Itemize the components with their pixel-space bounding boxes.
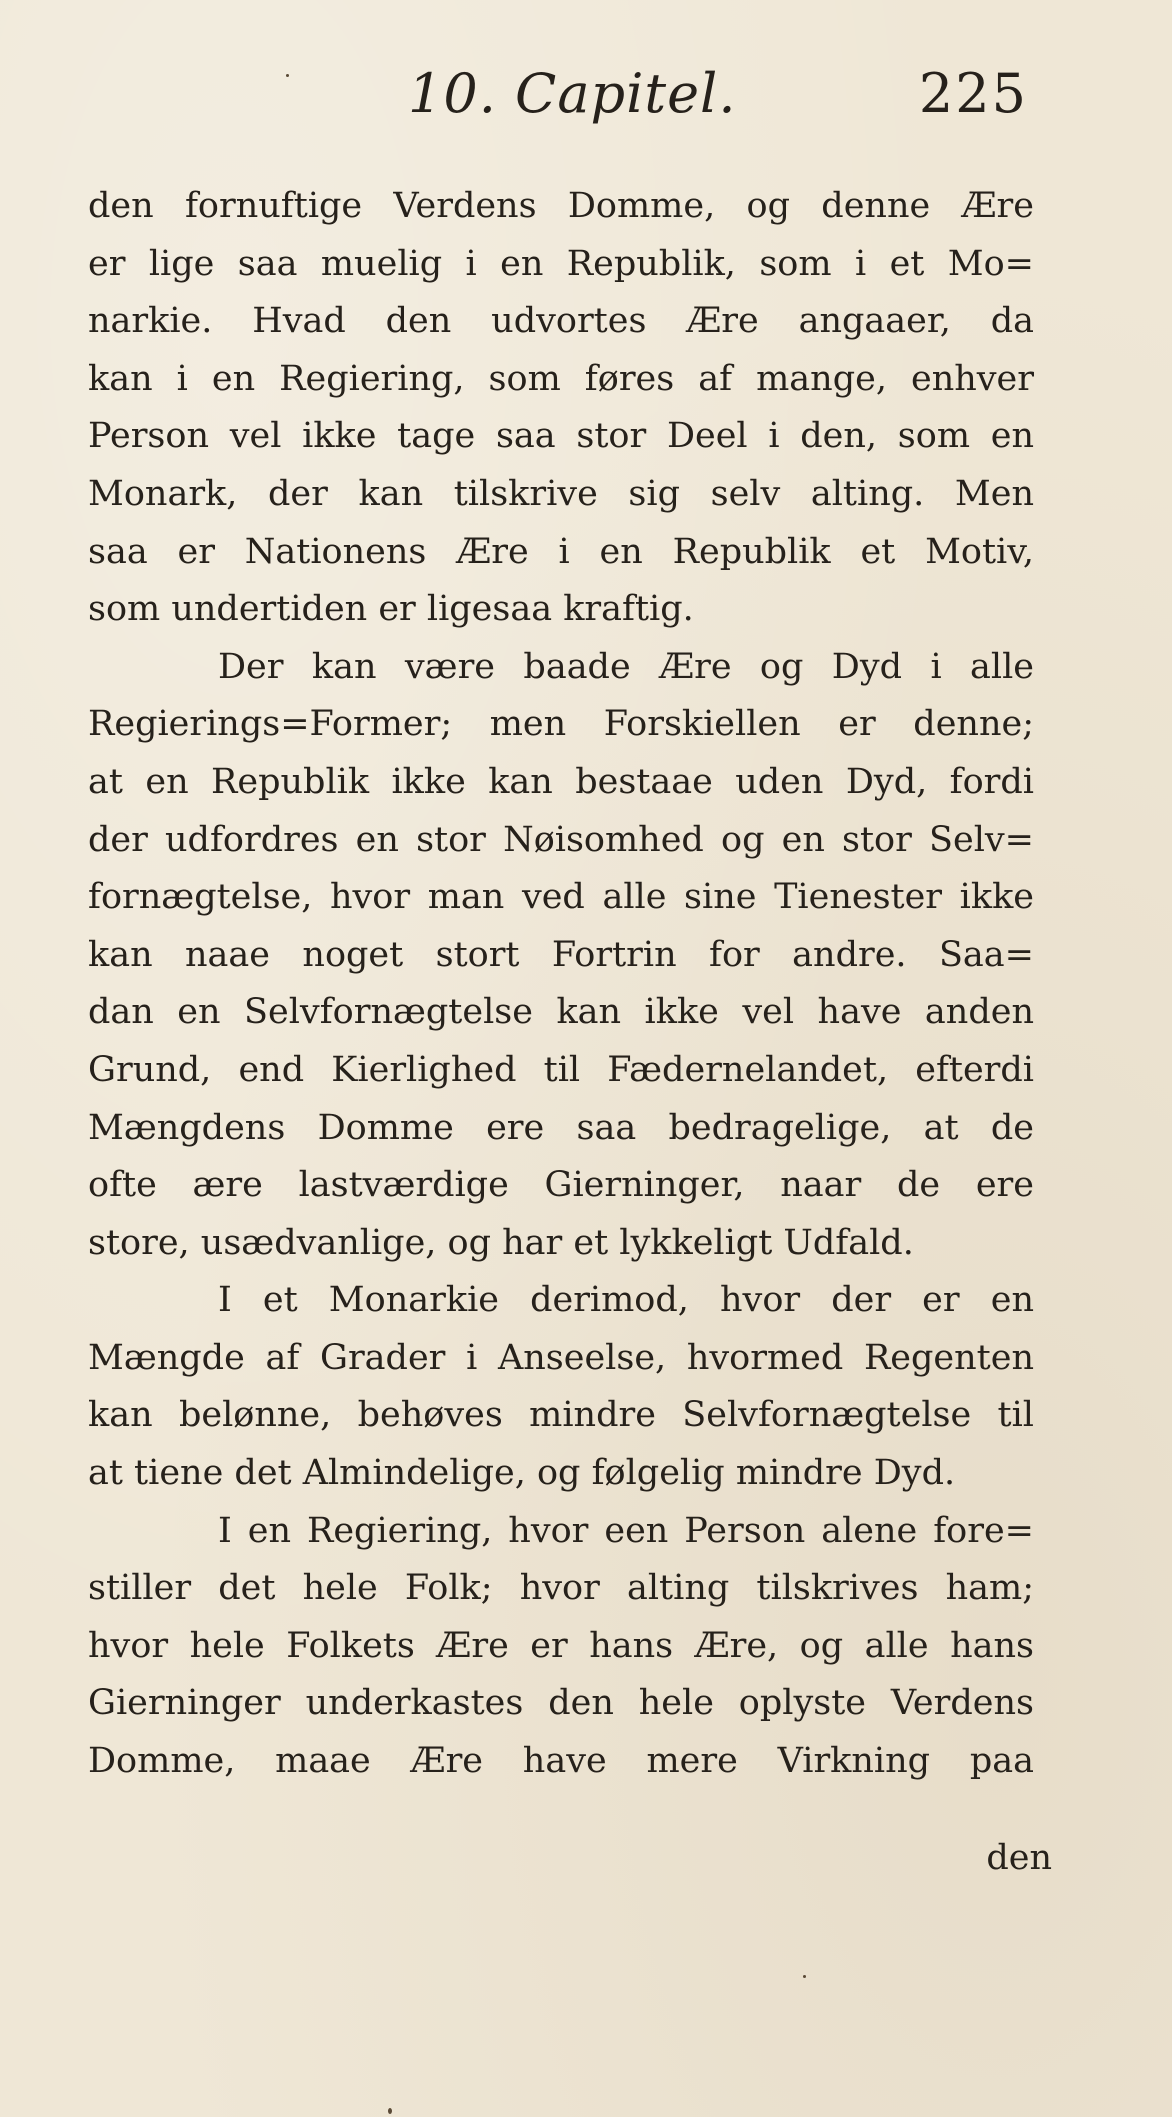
text-line: Person vel ikke tage saa stor Deel i den, som en	[88, 416, 1034, 457]
text-line: kan belønne, behøves mindre Selvfornægtelse til	[88, 1395, 1034, 1436]
text-line: at tiene det Almindelige, og følgelig mindre Dyd.	[88, 1453, 956, 1494]
text-line: Monark, der kan tilskrive sig selv alting. Men	[88, 473, 1034, 514]
ink-speck	[286, 74, 289, 77]
text-line: Regierings=Former; men Forskiellen er denne;	[88, 704, 1034, 745]
text-line: Mængde af Grader i Anseelse, hvormed Regenten	[88, 1337, 1034, 1378]
page-number: 225	[918, 62, 1028, 125]
text-line: der udfordres en stor Nøisomhed og en stor Selv=	[88, 819, 1034, 860]
text-line: er lige saa muelig i en Republik, som i et Mo=	[88, 243, 1034, 284]
ink-speck	[803, 1975, 806, 1978]
text-line: store, usædvanlige, og har et lykkeligt Udfald.	[88, 1222, 914, 1263]
text-line: hvor hele Folkets Ære er hans Ære, og alle hans	[88, 1625, 1034, 1666]
text-line: Gierninger underkastes den hele oplyste Verdens	[88, 1683, 1034, 1724]
body-text	[88, 178, 1034, 1791]
ink-speck	[388, 2108, 392, 2114]
page-header	[88, 62, 1028, 132]
text-line: fornægtelse, hvor man ved alle sine Tienester ikke	[88, 877, 1034, 918]
text-line: at en Republik ikke kan bestaae uden Dyd, fordi	[88, 761, 1034, 802]
text-line: Grund, end Kierlighed til Fædernelandet, efterdi	[88, 1049, 1034, 1090]
text-line: saa er Nationens Ære i en Republik et Motiv,	[88, 531, 1034, 572]
text-line: narkie. Hvad den udvortes Ære angaaer, da	[88, 301, 1034, 342]
text-line: stiller det hele Folk; hvor alting tilskrives ham;	[88, 1568, 1034, 1609]
running-head: 10. Capitel.	[408, 62, 737, 125]
paragraph-first-line: I en Regiering, hvor een Person alene fore=	[218, 1510, 1034, 1551]
text-line: kan naae noget stort Fortrin for andre. Saa=	[88, 934, 1034, 975]
paragraph-first-line: Der kan være baade Ære og Dyd i alle	[218, 646, 1034, 687]
text-line: som undertiden er ligesaa kraftig.	[88, 589, 694, 630]
paragraph-first-line: I et Monarkie derimod, hvor der er en	[218, 1280, 1034, 1321]
text-line: den fornuftige Verdens Domme, og denne Ære	[88, 186, 1034, 226]
text-line: Mængdens Domme ere saa bedragelige, at de	[88, 1107, 1034, 1148]
text-line: dan en Selvfornægtelse kan ikke vel have anden	[88, 992, 1034, 1033]
text-line: kan i en Regiering, som føres af mange, enhver	[88, 358, 1034, 399]
catchword: den	[986, 1838, 1052, 1878]
text-line: ofte ære lastværdige Gierninger, naar de ere	[88, 1165, 1034, 1206]
text-line: Domme, maae Ære have mere Virkning paa	[88, 1741, 1034, 1782]
